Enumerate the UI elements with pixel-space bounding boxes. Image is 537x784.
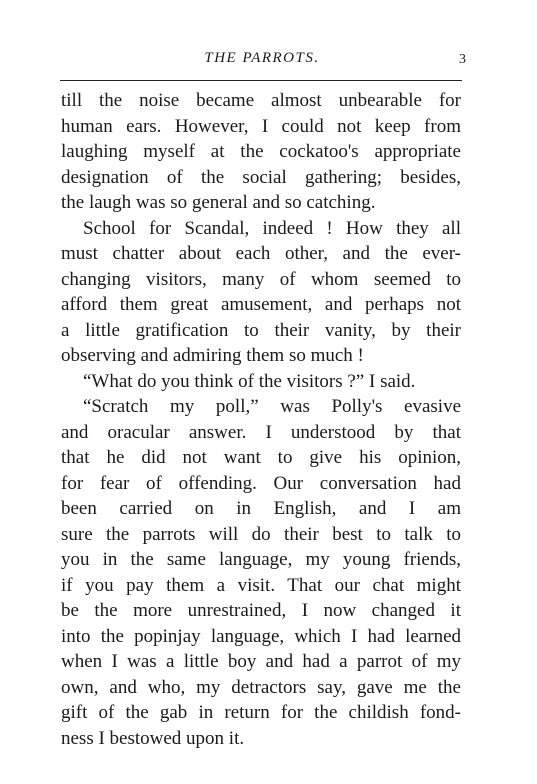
text-line: School for Scandal, indeed ! How they all: [83, 217, 461, 239]
text-line: “Scratch my poll,” was Polly's evasive: [83, 396, 461, 417]
body-text: [61, 88, 461, 751]
paragraph: [61, 88, 461, 216]
text-line: changing visitors, many of whom seemed to: [61, 268, 461, 290]
text-line: afford them great amusement, and perhaps not: [61, 294, 461, 315]
text-line: be the more unrestrained, I now changed it: [61, 600, 461, 621]
paragraph: [61, 394, 461, 751]
paragraph: [61, 216, 461, 369]
paragraph: [61, 369, 461, 395]
text-line: “What do you think of the visitors ?” I said.: [83, 370, 416, 392]
text-line: laughing myself at the cockatoo's appropriate: [61, 141, 461, 162]
text-line: a little gratification to their vanity, by their: [61, 319, 461, 341]
text-line: designation of the social gathering; besides,: [61, 166, 461, 188]
text-line: own, and who, my detractors say, gave me the: [61, 676, 461, 698]
page-number: 3: [459, 52, 466, 67]
text-line: been carried on in English, and I am: [61, 498, 461, 519]
text-line: till the noise became almost unbearable for: [61, 90, 461, 111]
header-rule: [60, 80, 462, 81]
text-line: you in the same language, my young friends,: [61, 549, 461, 570]
running-head: [62, 50, 466, 74]
text-line: for fear of offending. Our conversation had: [61, 472, 461, 494]
text-line: gift of the gab in return for the childish fond-: [61, 702, 461, 723]
text-line: human ears. However, I could not keep from: [61, 115, 461, 137]
running-title: THE PARROTS.: [204, 50, 320, 66]
text-line: observing and admiring them so much !: [61, 345, 364, 366]
text-line: ness I bestowed upon it.: [61, 727, 245, 749]
text-line: that he did not want to give his opinion,: [61, 447, 461, 468]
text-line: if you pay them a visit. That our chat might: [61, 574, 461, 596]
text-line: and oracular answer. I understood by that: [61, 421, 461, 443]
text-line: when I was a little boy and had a parrot of my: [61, 651, 461, 672]
text-line: must chatter about each other, and the ever-: [61, 243, 461, 264]
text-line: into the popinjay language, which I had learned: [61, 625, 461, 647]
text-line: sure the parrots will do their best to talk to: [61, 523, 461, 545]
text-line: the laugh was so general and so catching.: [61, 192, 376, 213]
